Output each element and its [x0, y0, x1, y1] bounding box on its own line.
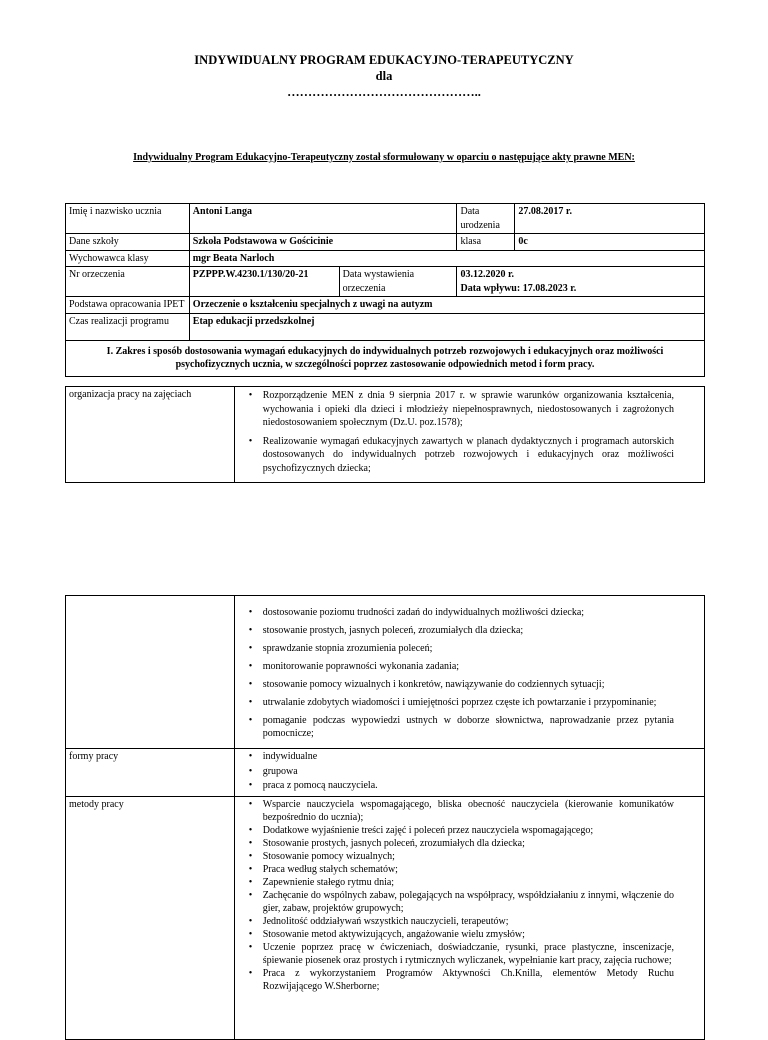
- name-value: Antoni Langa: [189, 204, 457, 234]
- org-list-item: • Rozporządzenie MEN z dnia 9 sierpnia 2017 r. w sprawie warunków organizowania kształcenia, wychowania i opieki dla dzieci i młodzieży niepełnosprawnych, niedostosowanych i zagrożonych niedostosowaniem społecznym (Dz.U. poz.1578);: [263, 389, 674, 430]
- document-title: INDYWIDUALNY PROGRAM EDUKACYJNO-TERAPEUTYCZNY: [194, 53, 574, 67]
- continued-list: [239, 606, 674, 740]
- organization-table: [65, 386, 705, 483]
- methods-list-item: • Uczenie poprzez pracę w ćwiczeniach, doświadczanie, rysunki, prace plastyczne, inscenizacje, śpiewanie piosenek oraz prostych i rytmicznych wyliczanek, wypełnianie kart pracy, zajęcia ruchowe;: [263, 941, 674, 967]
- section-heading: I. Zakres i sposób dostosowania wymagań edukacyjnych do indywidualnych potrzeb rozwojowych i edukacyjnych oraz możliwości psychofizycznych ucznia, w szczególności poprzez zastosowanie odpowiednich metod i form pracy.: [66, 340, 705, 376]
- forms-list: [239, 750, 674, 794]
- adaptation-list-item: • stosowanie pomocy wizualnych i konkretów, nawiązywanie do codziennych sytuacji;: [263, 678, 674, 691]
- school-value: Szkoła Podstawowa w Gościcinie: [189, 234, 457, 251]
- adaptation-list-item: • monitorowanie poprawności wykonania zadania;: [263, 660, 674, 673]
- adaptation-list-item: • sprawdzanie stopnia zrozumienia poleceń;: [263, 642, 674, 655]
- methods-list-item: • Jednolitość oddziaływań wszystkich nauczycieli, terapeutów;: [263, 915, 674, 928]
- methods-list-item: • Stosowanie prostych, jasnych poleceń, zrozumiałych dla dziecka;: [263, 837, 674, 850]
- forms-list-item: • praca z pomocą nauczyciela.: [263, 779, 674, 794]
- cert-label: Nr orzeczenia: [66, 267, 190, 297]
- received-value: Data wpływu: 17.08.2023 r.: [460, 282, 577, 294]
- methods-list-item: • Wsparcie nauczyciela wspomagającego, bliska obecność nauczyciela (kierowanie komunikatów bezpośrednio do ucznia);: [263, 798, 674, 824]
- methods-list-item: • Dodatkowe wyjaśnienie treści zajęć i poleceń przez nauczyciela wspomagającego;: [263, 824, 674, 837]
- basis-label: Podstawa opracowania IPET: [66, 297, 190, 314]
- time-label: Czas realizacji programu: [66, 313, 190, 340]
- methods-list-item: • Zachęcanie do wspólnych zabaw, polegających na współpracy, współdziałaniu z innymi, włączenie do gier, zabaw, projektów grupowych;: [263, 889, 674, 915]
- adaptation-list-item: • dostosowanie poziomu trudności zadań do indywidualnych możliwości dziecka;: [263, 606, 674, 619]
- methods-list-item: • Stosowanie pomocy wizualnych;: [263, 850, 674, 863]
- methods-label: metody pracy: [66, 796, 235, 1039]
- legal-basis-heading: Indywidualny Program Edukacyjno-Terapeutyczny został sformułowany w oparciu o następujące akty prawne MEN:: [133, 152, 635, 163]
- methods-list-item: • Stosowanie metod aktywizujących, angażowanie wielu zmysłów;: [263, 928, 674, 941]
- issue-label: Data wystawienia orzeczenia: [339, 267, 457, 297]
- name-placeholder-dots: ………………………………………..: [287, 85, 481, 99]
- adaptation-list-item: • pomaganie podczas wypowiedzi ustnych w doborze słownictwa, naprowadzanie przez pytania pomocnicze;: [263, 714, 674, 740]
- teacher-label: Wychowawca klasy: [66, 250, 190, 267]
- forms-list-item: • indywidualne: [263, 750, 674, 765]
- org-list-item: • Realizowanie wymagań edukacyjnych zawartych w planach dydaktycznych i programach autorskich dostosowanych do indywidualnych potrzeb rozwojowych i edukacyjnych oraz możliwości psychofizycznych dziecka;: [263, 435, 674, 476]
- issue-value: 03.12.2020 r.: [460, 269, 514, 280]
- cert-value: PZPPP.W.4230.1/130/20-21: [189, 267, 339, 297]
- school-label: Dane szkoły: [66, 234, 190, 251]
- name-label: Imię i nazwisko ucznia: [66, 204, 190, 234]
- methods-list-item: • Praca według stałych schematów;: [263, 863, 674, 876]
- class-value: 0c: [515, 234, 705, 251]
- teacher-value: mgr Beata Narloch: [189, 250, 704, 267]
- org-list: [239, 389, 674, 475]
- forms-label: formy pracy: [66, 749, 235, 797]
- org-label: organizacja pracy na zajęciach: [66, 387, 235, 483]
- methods-list: [239, 798, 674, 993]
- birth-label: Data urodzenia: [457, 204, 515, 234]
- adaptation-list-item: • utrwalanie zdobytych wiadomości i umiejętności poprzez częste ich powtarzanie i przypominanie;: [263, 696, 674, 709]
- adaptation-list-item: • stosowanie prostych, jasnych poleceń, zrozumiałych dla dziecka;: [263, 624, 674, 637]
- class-label: klasa: [457, 234, 515, 251]
- methods-list-item: • Praca z wykorzystaniem Programów Aktywności Ch.Knilla, elementów Metody Ruchu Rozwijającego W.Sherborne;: [263, 967, 674, 993]
- basis-value: Orzeczenie o kształceniu specjalnych z uwagi na autyzm: [189, 297, 704, 314]
- for-label: dla: [375, 69, 393, 83]
- methods-table: [65, 595, 705, 1040]
- issue-dates: [457, 267, 705, 297]
- forms-list-item: • grupowa: [263, 765, 674, 780]
- time-value: Etap edukacji przedszkolnej: [189, 313, 704, 340]
- methods-list-item: • Zapewnienie stałego rytmu dnia;: [263, 876, 674, 889]
- student-info-table: [65, 203, 705, 377]
- birth-value: 27.08.2017 r.: [515, 204, 705, 234]
